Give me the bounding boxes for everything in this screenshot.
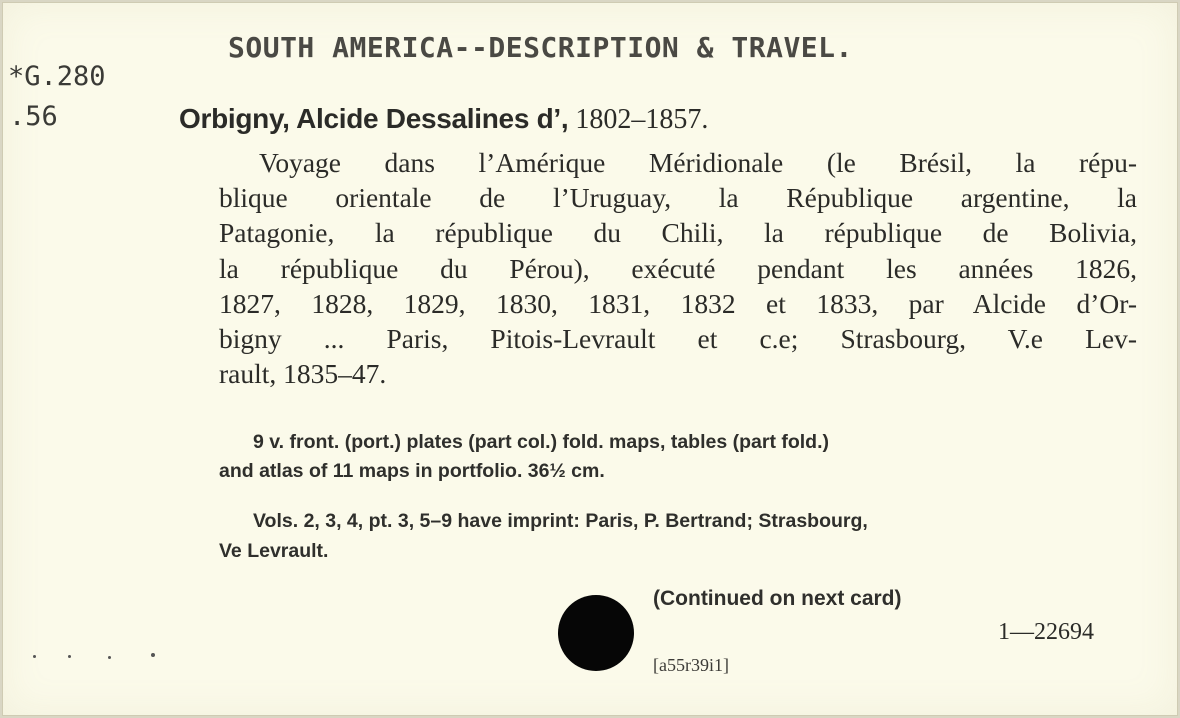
ink-dot [68,655,71,658]
author-dates: 1802–1857. [575,104,709,135]
ink-dot [108,656,111,659]
printer-mark: [a55r39i1] [653,655,729,675]
title-line: la république du Pérou), exécuté pendant les années 1826, [219,252,1137,284]
ink-dot [33,655,36,658]
continued-notice: (Continued on next card) [653,587,902,610]
subject-heading: SOUTH AMERICA--DESCRIPTION & TRAVEL. [228,31,853,64]
collation [219,428,1135,486]
title-line: Voyage dans l’Amérique Méridionale (le Brésil, la répu- [259,147,1137,178]
main-entry [179,103,708,136]
title-line: blique orientale de l’Uruguay, la République argentine, la [219,182,1137,214]
title-line: Patagonie, la république du Chili, la république de Bolivia, [219,217,1137,249]
title-line: rault, 1835–47. [219,358,387,390]
imprint-note [219,506,1135,566]
call-number-line-1: *G.280 [8,61,106,92]
card-punch-hole [558,595,634,671]
card-number: 1—22694 [998,619,1094,645]
title-statement [219,145,1137,391]
call-number-line-2: .56 [9,101,58,132]
note-line: Ve Levrault. [219,540,329,562]
collation-line: and atlas of 11 maps in portfolio. 36½ cm. [219,460,605,482]
title-line: bigny ... Paris, Pitois-Levrault et c.e; Strasbourg, V.e Lev- [219,323,1137,355]
collation-line: 9 v. front. (port.) plates (part col.) fold. maps, tables (part fold.) [253,431,830,453]
note-line: Vols. 2, 3, 4, pt. 3, 5–9 have imprint: Paris, P. Bertrand; Strasbourg, [253,510,868,532]
catalog-card [2,2,1178,716]
author-name: Orbigny, Alcide Dessalines d’, [179,103,569,134]
ink-dot [151,653,155,657]
title-line: 1827, 1828, 1829, 1830, 1831, 1832 et 1833, par Alcide d’Or- [219,287,1137,319]
stray-marks [33,651,163,663]
